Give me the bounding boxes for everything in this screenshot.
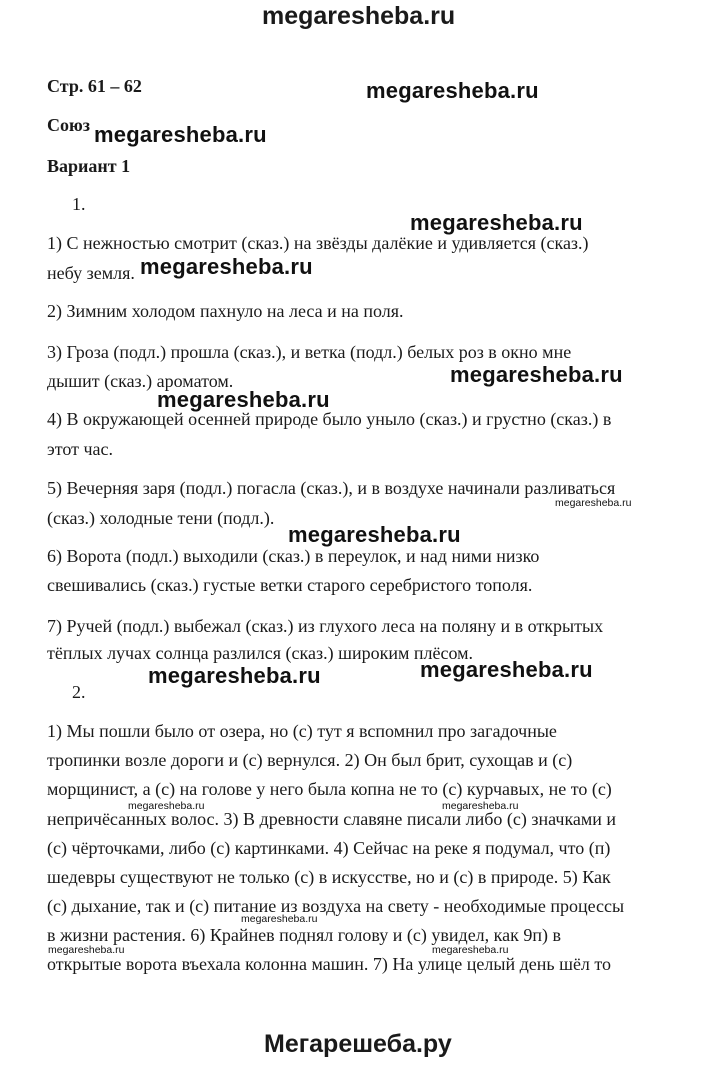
- footer-site: Мегарешеба.ру: [264, 1030, 452, 1058]
- watermark: megaresheba.ru: [366, 78, 539, 103]
- watermark: megaresheba.ru: [420, 657, 593, 682]
- watermark-small: megaresheba.ru: [48, 944, 125, 956]
- watermark: megaresheba.ru: [410, 210, 583, 235]
- task-1-line: этот час.: [47, 439, 114, 459]
- watermark-small: megaresheba.ru: [555, 497, 632, 509]
- task-2-number: 2.: [72, 682, 86, 702]
- watermark: megaresheba.ru: [148, 663, 321, 688]
- task-1-line: 4) В окружающей осенней природе было уныло (сказ.) и грустно (сказ.) в: [47, 409, 612, 429]
- task-2-line: (с) дыхание, так и (с) питание из воздуха на свету - необходимые процессы: [47, 896, 625, 916]
- task-1-line: дышит (сказ.) ароматом.: [47, 371, 234, 391]
- task-1-line: (сказ.) холодные тени (подл.).: [47, 508, 275, 528]
- page-reference: Стр. 61 – 62: [47, 76, 142, 96]
- task-2-line: шедевры существуют не только (с) в искусстве, но и (с) в природе. 5) Как: [47, 867, 611, 887]
- task-2-line: 1) Мы пошли было от озера, но (с) тут я вспомнил про загадочные: [47, 721, 557, 741]
- watermark-small: megaresheba.ru: [442, 800, 519, 812]
- task-2-line: в жизни растения. 6) Крайнев поднял голову и (с) увидел, как 9п) в: [47, 925, 562, 945]
- watermark-small: megaresheba.ru: [241, 913, 318, 925]
- task-1-line: небу земля.: [47, 263, 135, 283]
- task-1-line: 2) Зимним холодом пахнуло на леса и на поля.: [47, 301, 404, 321]
- watermark: megaresheba.ru: [94, 122, 267, 147]
- task-1-line: 3) Гроза (подл.) прошла (сказ.), и ветка (подл.) белых роз в окно мне: [47, 342, 572, 362]
- task-1-line: 5) Вечерняя заря (подл.) погасла (сказ.), и в воздухе начинали разливаться: [47, 478, 616, 498]
- watermark-small: megaresheba.ru: [432, 944, 509, 956]
- task-1-line: тёплых лучах солнца разлился (сказ.) широким плёсом.: [47, 643, 473, 663]
- task-2-line: (с) чёрточками, либо (с) картинками. 4) Сейчас на реке я подумал, что (п): [47, 838, 611, 858]
- task-2-line: морщинист, а (с) на голове у него была копна не то (с) курчавых, не то (с): [47, 779, 612, 799]
- watermark: megaresheba.ru: [450, 362, 623, 387]
- topic-title: Союз: [47, 115, 90, 135]
- watermark-small: megaresheba.ru: [128, 800, 205, 812]
- watermark: megaresheba.ru: [157, 387, 330, 412]
- task-1-line: 6) Ворота (подл.) выходили (сказ.) в переулок, и над ними низко: [47, 546, 540, 566]
- task-1-line: 7) Ручей (подл.) выбежал (сказ.) из глухого леса на поляну и в открытых: [47, 616, 604, 636]
- task-2-line: тропинки возле дороги и (с) вернулся. 2) Он был брит, сухощав и (с): [47, 750, 573, 770]
- task-1-line: 1) С нежностью смотрит (сказ.) на звёзды далёкие и удивляется (сказ.): [47, 233, 589, 253]
- variant-title: Вариант 1: [47, 156, 131, 176]
- task-1-line: свешивались (сказ.) густые ветки старого серебристого тополя.: [47, 575, 533, 595]
- task-2-line: непричёсанных волос. 3) В древности славяне писали либо (с) значками и: [47, 809, 617, 829]
- task-2-line: открытые ворота въехала колонна машин. 7) На улице целый день шёл то: [47, 954, 612, 974]
- task-1-number: 1.: [72, 194, 86, 214]
- header-site: megaresheba.ru: [262, 2, 456, 30]
- watermark: megaresheba.ru: [140, 254, 313, 279]
- watermark: megaresheba.ru: [288, 522, 461, 547]
